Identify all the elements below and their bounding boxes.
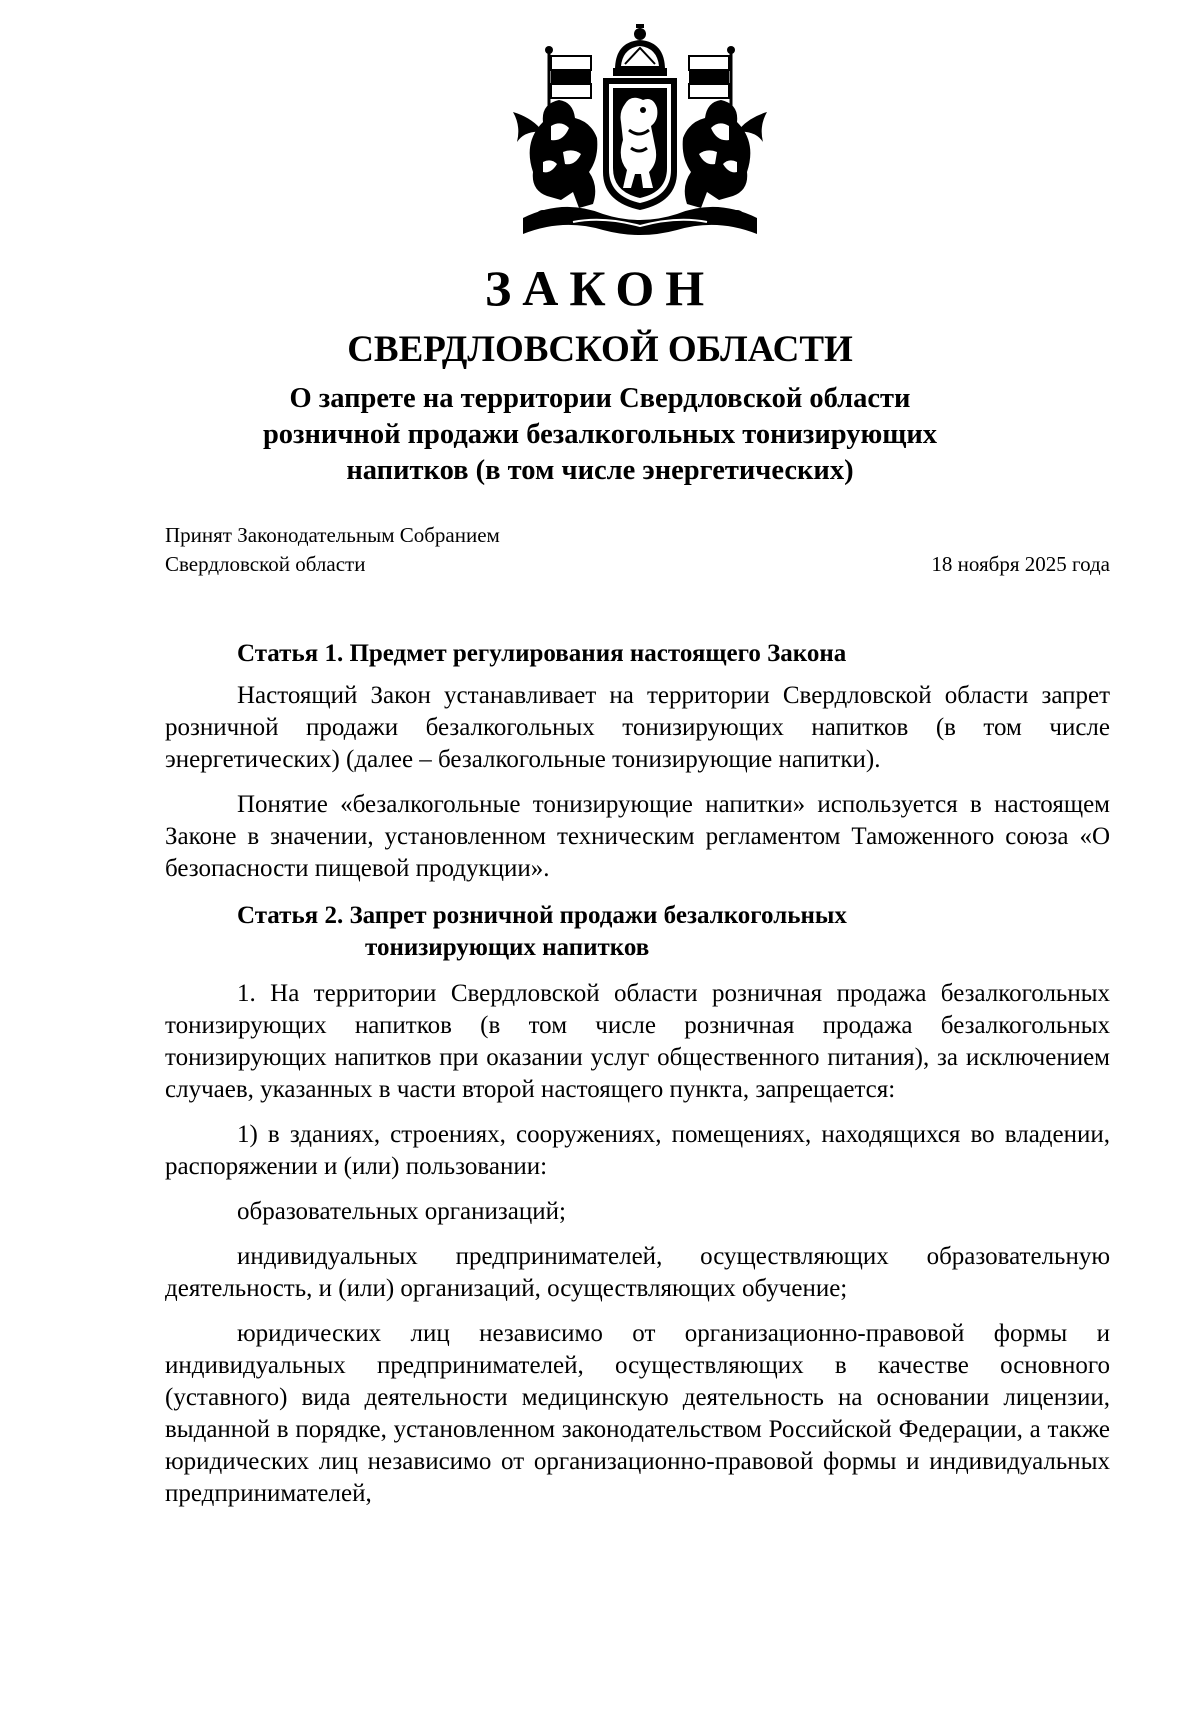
- article-2-paragraph-3: образовательных организаций;: [237, 1198, 566, 1225]
- adoption-line-1: Принят Законодательным Собранием: [165, 523, 500, 547]
- region-title: СВЕРДЛОВСКОЙ ОБЛАСТИ: [347, 329, 853, 370]
- law-subject-title: [0, 381, 1200, 489]
- article-2-heading-line-2: тонизирующих напитков: [365, 934, 650, 961]
- right-griffin-icon: [683, 100, 767, 208]
- crown-icon: [613, 24, 667, 76]
- article-2-paragraph-4: индивидуальных предпринимателей, осуществляющих образовательную деятельность, и (или) организаций, осуществляющих обучение;: [165, 1243, 1110, 1302]
- article-1-heading: Статья 1. Предмет регулирования настоящего Закона: [237, 640, 847, 667]
- adoption-line-2: Свердловской области: [165, 552, 366, 576]
- coat-of-arms-emblem: [503, 22, 777, 242]
- article-2-paragraph-2: 1) в зданиях, строениях, сооружениях, помещениях, находящихся во владении, распоряжении и (или) пользовании:: [165, 1121, 1110, 1180]
- sverdlovsk-coat-of-arms-icon: [503, 22, 777, 242]
- subject-line-1: О запрете на территории Свердловской области: [289, 383, 911, 414]
- shield-icon: [603, 78, 677, 210]
- adoption-date: 18 ноября 2025 года: [931, 552, 1110, 576]
- adoption-info: [165, 521, 500, 579]
- article-2-body: [165, 978, 1110, 1510]
- subject-line-3: напитков (в том числе энергетических): [346, 455, 854, 486]
- left-griffin-icon: [513, 100, 597, 208]
- subject-line-2: розничной продажи безалкогольных тонизирующих: [262, 419, 938, 450]
- article-1-paragraph-2: Понятие «безалкогольные тонизирующие напитки» используется в настоящем Законе в значении, установленном техническим регламентом Таможенного союза «О безопасности пищевой продукции».: [165, 791, 1110, 882]
- document-type-title: ЗАКОН: [484, 260, 716, 316]
- article-2-paragraph-5: юридических лиц независимо от организационно-правовой формы и индивидуальных предпринимателей, осуществляющих в качестве основного (уставного) вида деятельности медицинскую деятельность на основании лицензии, выданной в порядке, установленном законодательством Российской Федерации, а также юридических лиц независимо от организационно-правовой формы и индивидуальных предпринимателей,: [165, 1320, 1110, 1507]
- article-2-paragraph-1: 1. На территории Свердловской области розничная продажа безалкогольных тонизирующих напитков (в том числе розничная продажа безалкогольных тонизирующих напитков при оказании услуг общественного питания), за исключением случаев, указанных в части второй настоящего пункта, запрещается:: [165, 980, 1110, 1103]
- article-2-heading-line-1: Статья 2. Запрет розничной продажи безалкогольных: [237, 902, 847, 929]
- article-1-paragraph-1: Настоящий Закон устанавливает на территории Свердловской области запрет розничной продажи безалкогольных тонизирующих напитков (в том числе энергетических) (далее – безалкогольные тонизирующие напитки).: [165, 682, 1110, 773]
- article-1-body: [165, 680, 1110, 885]
- base-ornament-icon: [523, 207, 757, 235]
